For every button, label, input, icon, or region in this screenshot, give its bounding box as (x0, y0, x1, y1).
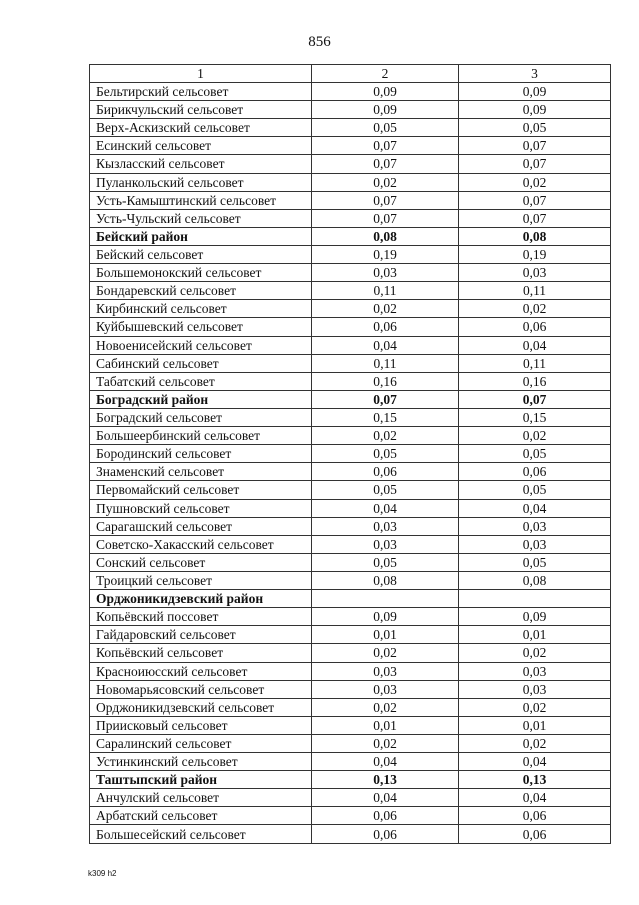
row-name-cell: Куйбышевский сельсовет (90, 318, 312, 336)
row-value-col2-cell: 0,07 (312, 390, 459, 408)
table-row (90, 571, 611, 589)
row-value-col2-cell: 0,16 (312, 372, 459, 390)
table-row (90, 590, 611, 608)
row-value-col2-cell: 0,03 (312, 264, 459, 282)
row-value-col3-cell: 0,06 (459, 807, 611, 825)
row-value-col3-cell: 0,09 (459, 83, 611, 101)
row-value-col2-cell: 0,06 (312, 825, 459, 843)
row-value-col3-cell: 0,05 (459, 553, 611, 571)
row-name-cell: Кирбинский сельсовет (90, 300, 312, 318)
table-row (90, 155, 611, 173)
row-value-col3-cell: 0,03 (459, 662, 611, 680)
column-header-3: 3 (459, 65, 611, 83)
row-value-col3-cell: 0,07 (459, 137, 611, 155)
row-value-col3-cell: 0,09 (459, 101, 611, 119)
row-value-col3-cell: 0,02 (459, 427, 611, 445)
row-value-col2-cell: 0,05 (312, 119, 459, 137)
column-header-2: 2 (312, 65, 459, 83)
table-row (90, 463, 611, 481)
row-value-col2-cell: 0,03 (312, 517, 459, 535)
row-name-cell: Бондаревский сельсовет (90, 282, 312, 300)
row-value-col3-cell: 0,06 (459, 825, 611, 843)
row-name-cell: Бейский район (90, 227, 312, 245)
row-value-col3-cell: 0,05 (459, 119, 611, 137)
row-value-col2-cell: 0,07 (312, 137, 459, 155)
row-name-cell: Арбатский сельсовет (90, 807, 312, 825)
row-name-cell: Красноиюсский сельсовет (90, 662, 312, 680)
table-row (90, 173, 611, 191)
table-row (90, 825, 611, 843)
row-value-col3-cell: 0,06 (459, 463, 611, 481)
row-value-col3-cell: 0,03 (459, 680, 611, 698)
row-value-col2-cell: 0,01 (312, 716, 459, 734)
row-name-cell: Кызласский сельсовет (90, 155, 312, 173)
table-row (90, 662, 611, 680)
row-value-col3-cell: 0,05 (459, 481, 611, 499)
row-name-cell: Большемонокский сельсовет (90, 264, 312, 282)
row-name-cell: Первомайский сельсовет (90, 481, 312, 499)
data-table (89, 64, 611, 844)
row-value-col3-cell: 0,01 (459, 626, 611, 644)
row-value-col2-cell: 0,02 (312, 644, 459, 662)
table-row (90, 227, 611, 245)
row-value-col2-cell: 0,01 (312, 626, 459, 644)
row-name-cell: Гайдаровский сельсовет (90, 626, 312, 644)
row-name-cell: Есинский сельсовет (90, 137, 312, 155)
row-name-cell: Орджоникидзевский район (90, 590, 312, 608)
row-name-cell: Большесейский сельсовет (90, 825, 312, 843)
row-name-cell: Саралинский сельсовет (90, 734, 312, 752)
table-row (90, 408, 611, 426)
table-row (90, 445, 611, 463)
row-name-cell: Бородинский сельсовет (90, 445, 312, 463)
row-name-cell: Троицкий сельсовет (90, 571, 312, 589)
table-row (90, 481, 611, 499)
table-row (90, 318, 611, 336)
row-value-col2-cell: 0,05 (312, 553, 459, 571)
row-name-cell: Копьёвский сельсовет (90, 644, 312, 662)
table-row (90, 119, 611, 137)
row-name-cell: Бейский сельсовет (90, 245, 312, 263)
table-row (90, 608, 611, 626)
row-value-col3-cell: 0,19 (459, 245, 611, 263)
row-name-cell: Боградский сельсовет (90, 408, 312, 426)
row-value-col2-cell: 0,09 (312, 608, 459, 626)
table-row (90, 137, 611, 155)
row-value-col2-cell: 0,08 (312, 227, 459, 245)
row-value-col2-cell: 0,13 (312, 771, 459, 789)
row-value-col2-cell: 0,11 (312, 282, 459, 300)
footer-code: k309 h2 (88, 869, 117, 878)
row-value-col3-cell (459, 590, 611, 608)
row-value-col3-cell: 0,16 (459, 372, 611, 390)
table-row (90, 789, 611, 807)
row-value-col2-cell (312, 590, 459, 608)
table-row (90, 553, 611, 571)
row-value-col2-cell: 0,02 (312, 734, 459, 752)
row-name-cell: Приисковый сельсовет (90, 716, 312, 734)
row-value-col3-cell: 0,15 (459, 408, 611, 426)
table-row (90, 716, 611, 734)
table-row (90, 282, 611, 300)
table-row (90, 300, 611, 318)
row-value-col2-cell: 0,07 (312, 191, 459, 209)
table-row (90, 626, 611, 644)
row-value-col2-cell: 0,19 (312, 245, 459, 263)
row-value-col3-cell: 0,03 (459, 264, 611, 282)
row-value-col3-cell: 0,02 (459, 300, 611, 318)
row-value-col2-cell: 0,07 (312, 155, 459, 173)
row-value-col2-cell: 0,06 (312, 807, 459, 825)
row-value-col2-cell: 0,07 (312, 209, 459, 227)
table-row (90, 390, 611, 408)
row-value-col2-cell: 0,02 (312, 173, 459, 191)
table-body (90, 83, 611, 844)
row-name-cell: Усть-Чульский сельсовет (90, 209, 312, 227)
table-row (90, 209, 611, 227)
table-row (90, 83, 611, 101)
row-value-col3-cell: 0,07 (459, 209, 611, 227)
row-value-col2-cell: 0,03 (312, 680, 459, 698)
row-name-cell: Новоенисейский сельсовет (90, 336, 312, 354)
row-value-col2-cell: 0,04 (312, 789, 459, 807)
table-row (90, 807, 611, 825)
row-value-col2-cell: 0,09 (312, 101, 459, 119)
row-value-col3-cell: 0,04 (459, 336, 611, 354)
row-value-col3-cell: 0,11 (459, 354, 611, 372)
table-row (90, 771, 611, 789)
row-value-col2-cell: 0,02 (312, 300, 459, 318)
row-value-col3-cell: 0,07 (459, 390, 611, 408)
table-row (90, 680, 611, 698)
row-name-cell: Знаменский сельсовет (90, 463, 312, 481)
table-row (90, 644, 611, 662)
column-header-1: 1 (90, 65, 312, 83)
row-value-col2-cell: 0,11 (312, 354, 459, 372)
page-number: 856 (308, 34, 331, 50)
table-row (90, 372, 611, 390)
table-header-row (90, 65, 611, 83)
row-value-col3-cell: 0,07 (459, 191, 611, 209)
row-name-cell: Бирикчульский сельсовет (90, 101, 312, 119)
row-value-col3-cell: 0,02 (459, 734, 611, 752)
table-row (90, 499, 611, 517)
row-value-col3-cell: 0,03 (459, 535, 611, 553)
row-name-cell: Табатский сельсовет (90, 372, 312, 390)
table-row (90, 427, 611, 445)
row-name-cell: Усть-Камыштинский сельсовет (90, 191, 312, 209)
row-value-col3-cell: 0,04 (459, 499, 611, 517)
row-value-col2-cell: 0,05 (312, 445, 459, 463)
row-name-cell: Верх-Аскизский сельсовет (90, 119, 312, 137)
row-name-cell: Пуланкольский сельсовет (90, 173, 312, 191)
row-value-col2-cell: 0,03 (312, 662, 459, 680)
row-value-col3-cell: 0,04 (459, 789, 611, 807)
row-value-col2-cell: 0,04 (312, 499, 459, 517)
table-row (90, 698, 611, 716)
row-name-cell: Бельтирский сельсовет (90, 83, 312, 101)
row-value-col2-cell: 0,02 (312, 698, 459, 716)
row-value-col2-cell: 0,04 (312, 753, 459, 771)
row-value-col3-cell: 0,01 (459, 716, 611, 734)
row-value-col2-cell: 0,04 (312, 336, 459, 354)
row-name-cell: Анчулский сельсовет (90, 789, 312, 807)
table-row (90, 354, 611, 372)
row-value-col3-cell: 0,02 (459, 644, 611, 662)
row-name-cell: Сонский сельсовет (90, 553, 312, 571)
row-value-col3-cell: 0,02 (459, 173, 611, 191)
row-name-cell: Орджоникидзевский сельсовет (90, 698, 312, 716)
row-value-col3-cell: 0,11 (459, 282, 611, 300)
row-name-cell: Новомарьясовский сельсовет (90, 680, 312, 698)
table-row (90, 264, 611, 282)
row-name-cell: Сабинский сельсовет (90, 354, 312, 372)
table-row (90, 517, 611, 535)
row-name-cell: Большеербинский сельсовет (90, 427, 312, 445)
row-value-col2-cell: 0,09 (312, 83, 459, 101)
row-value-col2-cell: 0,08 (312, 571, 459, 589)
row-value-col3-cell: 0,02 (459, 698, 611, 716)
row-value-col2-cell: 0,05 (312, 481, 459, 499)
row-name-cell: Устинкинский сельсовет (90, 753, 312, 771)
table-row (90, 734, 611, 752)
row-name-cell: Сарагашский сельсовет (90, 517, 312, 535)
row-value-col3-cell: 0,06 (459, 318, 611, 336)
row-value-col3-cell: 0,03 (459, 517, 611, 535)
row-value-col3-cell: 0,07 (459, 155, 611, 173)
row-name-cell: Пушновский сельсовет (90, 499, 312, 517)
row-value-col2-cell: 0,06 (312, 318, 459, 336)
row-name-cell: Копьёвский поссовет (90, 608, 312, 626)
row-value-col3-cell: 0,13 (459, 771, 611, 789)
row-value-col3-cell: 0,09 (459, 608, 611, 626)
table-row (90, 101, 611, 119)
row-value-col3-cell: 0,04 (459, 753, 611, 771)
row-value-col2-cell: 0,03 (312, 535, 459, 553)
row-name-cell: Боградский район (90, 390, 312, 408)
table-row (90, 535, 611, 553)
row-value-col2-cell: 0,06 (312, 463, 459, 481)
row-value-col3-cell: 0,05 (459, 445, 611, 463)
table-row (90, 191, 611, 209)
row-name-cell: Советско-Хакасский сельсовет (90, 535, 312, 553)
table-row (90, 336, 611, 354)
row-value-col2-cell: 0,02 (312, 427, 459, 445)
row-name-cell: Таштыпский район (90, 771, 312, 789)
row-value-col3-cell: 0,08 (459, 227, 611, 245)
row-value-col3-cell: 0,08 (459, 571, 611, 589)
table-row (90, 753, 611, 771)
row-value-col2-cell: 0,15 (312, 408, 459, 426)
table-row (90, 245, 611, 263)
